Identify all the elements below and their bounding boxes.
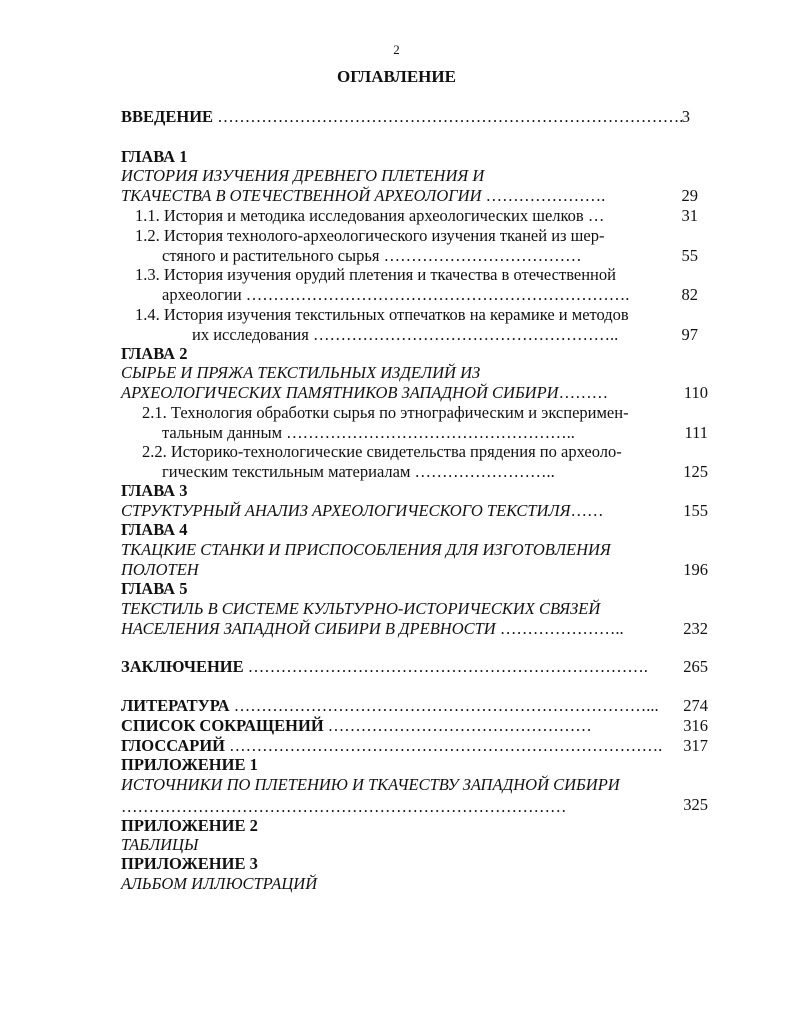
toc-dots: ………………….. xyxy=(499,619,624,638)
toc-page-section-1-3: 82 xyxy=(681,285,698,304)
toc-entry-chapter-1[interactable] xyxy=(121,186,605,206)
chapter-5-title-line-2: НАСЕЛЕНИЯ ЗАПАДНОЙ СИБИРИ В ДРЕВНОСТИ xyxy=(121,619,496,638)
toc-page-abbreviations: 316 xyxy=(683,716,708,735)
toc-entry-literature[interactable] xyxy=(121,696,659,716)
toc-page-chapter-2: 110 xyxy=(683,383,708,402)
toc-page-section-2-1: 111 xyxy=(684,423,708,442)
page-number: 2 xyxy=(393,42,400,57)
toc-dots: …………………………………………………………………………. xyxy=(217,107,684,126)
toc-page-appendix-1: 325 xyxy=(683,795,708,814)
toc-dots: …………………. xyxy=(485,186,606,205)
toc-page-section-1-4: 97 xyxy=(681,325,698,344)
toc-entry-section-2-2[interactable]: 2.2. Историко-технологические свидетельства прядения по археоло- xyxy=(142,442,622,461)
toc-label: ВВЕДЕНИЕ xyxy=(121,107,214,126)
chapter-1-title-line-1: ИСТОРИЯ ИЗУЧЕНИЯ ДРЕВНЕГО ПЛЕТЕНИЯ И xyxy=(121,166,485,185)
toc-entry-chapter-3[interactable] xyxy=(121,501,603,521)
chapter-4-heading: ГЛАВА 4 xyxy=(121,520,188,539)
chapter-2-heading: ГЛАВА 2 xyxy=(121,344,188,363)
toc-dots: …………………………………………………………………... xyxy=(233,696,659,715)
toc-page-glossary: 317 xyxy=(683,736,708,755)
toc-label: ЛИТЕРАТУРА xyxy=(121,696,230,715)
toc-dots: ………………………………………………………………. xyxy=(247,657,648,676)
appendix-2-heading: ПРИЛОЖЕНИЕ 2 xyxy=(121,816,258,835)
chapter-5-heading: ГЛАВА 5 xyxy=(121,579,188,598)
toc-dots: ……… xyxy=(558,383,609,402)
chapter-1-heading: ГЛАВА 1 xyxy=(121,147,188,166)
toc-dots-appendix-1: ……………………………………………………………………… xyxy=(121,797,567,816)
appendix-3-title[interactable]: АЛЬБОМ ИЛЛЮСТРАЦИЙ xyxy=(121,874,318,893)
toc-entry-section-1-1[interactable]: 1.1. История и методика исследования археологических шелков … xyxy=(135,206,605,225)
toc-entry-chapter-2[interactable] xyxy=(121,383,608,403)
toc-entry-abbreviations[interactable] xyxy=(121,716,592,736)
toc-entry-section-1-3[interactable]: 1.3. История изучения орудий плетения и ткачества в отечественной xyxy=(135,265,616,284)
toc-entry-section-1-4[interactable]: 1.4. История изучения текстильных отпечатков на керамике и методов xyxy=(135,305,629,324)
toc-entry-section-1-4-cont: их исследования ……………………………………………….. xyxy=(192,325,619,344)
chapter-5-title-line-1: ТЕКСТИЛЬ В СИСТЕМЕ КУЛЬТУРНО-ИСТОРИЧЕСКИХ СВЯЗЕЙ xyxy=(121,599,601,618)
toc-entry-glossary[interactable] xyxy=(121,736,662,756)
toc-page-section-2-2: 125 xyxy=(683,462,708,481)
toc-entry-conclusion[interactable] xyxy=(121,657,648,677)
appendix-2-title[interactable]: ТАБЛИЦЫ xyxy=(121,835,199,854)
chapter-1-title-line-2: ТКАЧЕСТВА В ОТЕЧЕСТВЕННОЙ АРХЕОЛОГИИ xyxy=(121,186,482,205)
toc-dots: …… xyxy=(570,501,604,520)
toc-entry-section-2-1-cont: тальным данным …………………………………………….. xyxy=(162,423,575,442)
toc-page-chapter-3: 155 xyxy=(683,501,708,520)
appendix-1-title[interactable]: ИСТОЧНИКИ ПО ПЛЕТЕНИЮ И ТКАЧЕСТВУ ЗАПАДНОЙ СИБИРИ xyxy=(121,775,620,794)
chapter-3-title: СТРУКТУРНЫЙ АНАЛИЗ АРХЕОЛОГИЧЕСКОГО ТЕКСТИЛЯ xyxy=(121,501,571,520)
toc-dots: ………………………………………… xyxy=(327,716,592,735)
toc-entry-section-2-1[interactable]: 2.1. Технология обработки сырья по этнографическим и эксперимен- xyxy=(142,403,629,422)
toc-page-conclusion: 265 xyxy=(683,657,708,676)
toc-page-section-1-1: 31 xyxy=(681,206,698,225)
appendix-1-heading: ПРИЛОЖЕНИЕ 1 xyxy=(121,755,258,774)
toc-page-section-1-2: 55 xyxy=(681,246,698,265)
toc-label: ГЛОССАРИЙ xyxy=(121,736,226,755)
toc-label: ЗАКЛЮЧЕНИЕ xyxy=(121,657,244,676)
toc-page-chapter-5: 232 xyxy=(683,619,708,638)
toc-page-intro: 3 xyxy=(681,107,690,126)
toc-entry-section-1-2[interactable]: 1.2. История технолого-археологического изучения тканей из шер- xyxy=(135,226,605,245)
toc-page-literature: 274 xyxy=(683,696,708,715)
toc-dots: ……………………………………………………………………. xyxy=(229,736,663,755)
toc-entry-chapter-4[interactable]: ПОЛОТЕН xyxy=(121,560,199,579)
page-title: ОГЛАВЛЕНИЕ xyxy=(337,67,456,86)
toc-label: СПИСОК СОКРАЩЕНИЙ xyxy=(121,716,324,735)
toc-page-chapter-4: 196 xyxy=(683,560,708,579)
toc-entry-section-1-2-cont: стяного и растительного сырья ……………………………… xyxy=(162,246,582,265)
toc-entry-chapter-5[interactable] xyxy=(121,619,624,639)
appendix-3-heading: ПРИЛОЖЕНИЕ 3 xyxy=(121,854,258,873)
chapter-4-title-line-1: ТКАЦКИЕ СТАНКИ И ПРИСПОСОБЛЕНИЯ ДЛЯ ИЗГОТОВЛЕНИЯ xyxy=(121,540,611,559)
chapter-3-heading: ГЛАВА 3 xyxy=(121,481,188,500)
chapter-2-title-line-2: АРХЕОЛОГИЧЕСКИХ ПАМЯТНИКОВ ЗАПАДНОЙ СИБИРИ xyxy=(121,383,559,402)
toc-page-chapter-1: 29 xyxy=(681,186,698,205)
toc-entry-section-2-2-cont: гическим текстильным материалам …………………….. xyxy=(162,462,555,481)
chapter-2-title-line-1: СЫРЬЕ И ПРЯЖА ТЕКСТИЛЬНЫХ ИЗДЕЛИЙ ИЗ xyxy=(121,363,481,382)
toc-entry-section-1-3-cont: археологии ……………………………………………………………. xyxy=(162,285,630,304)
toc-entry-intro[interactable] xyxy=(121,107,683,127)
